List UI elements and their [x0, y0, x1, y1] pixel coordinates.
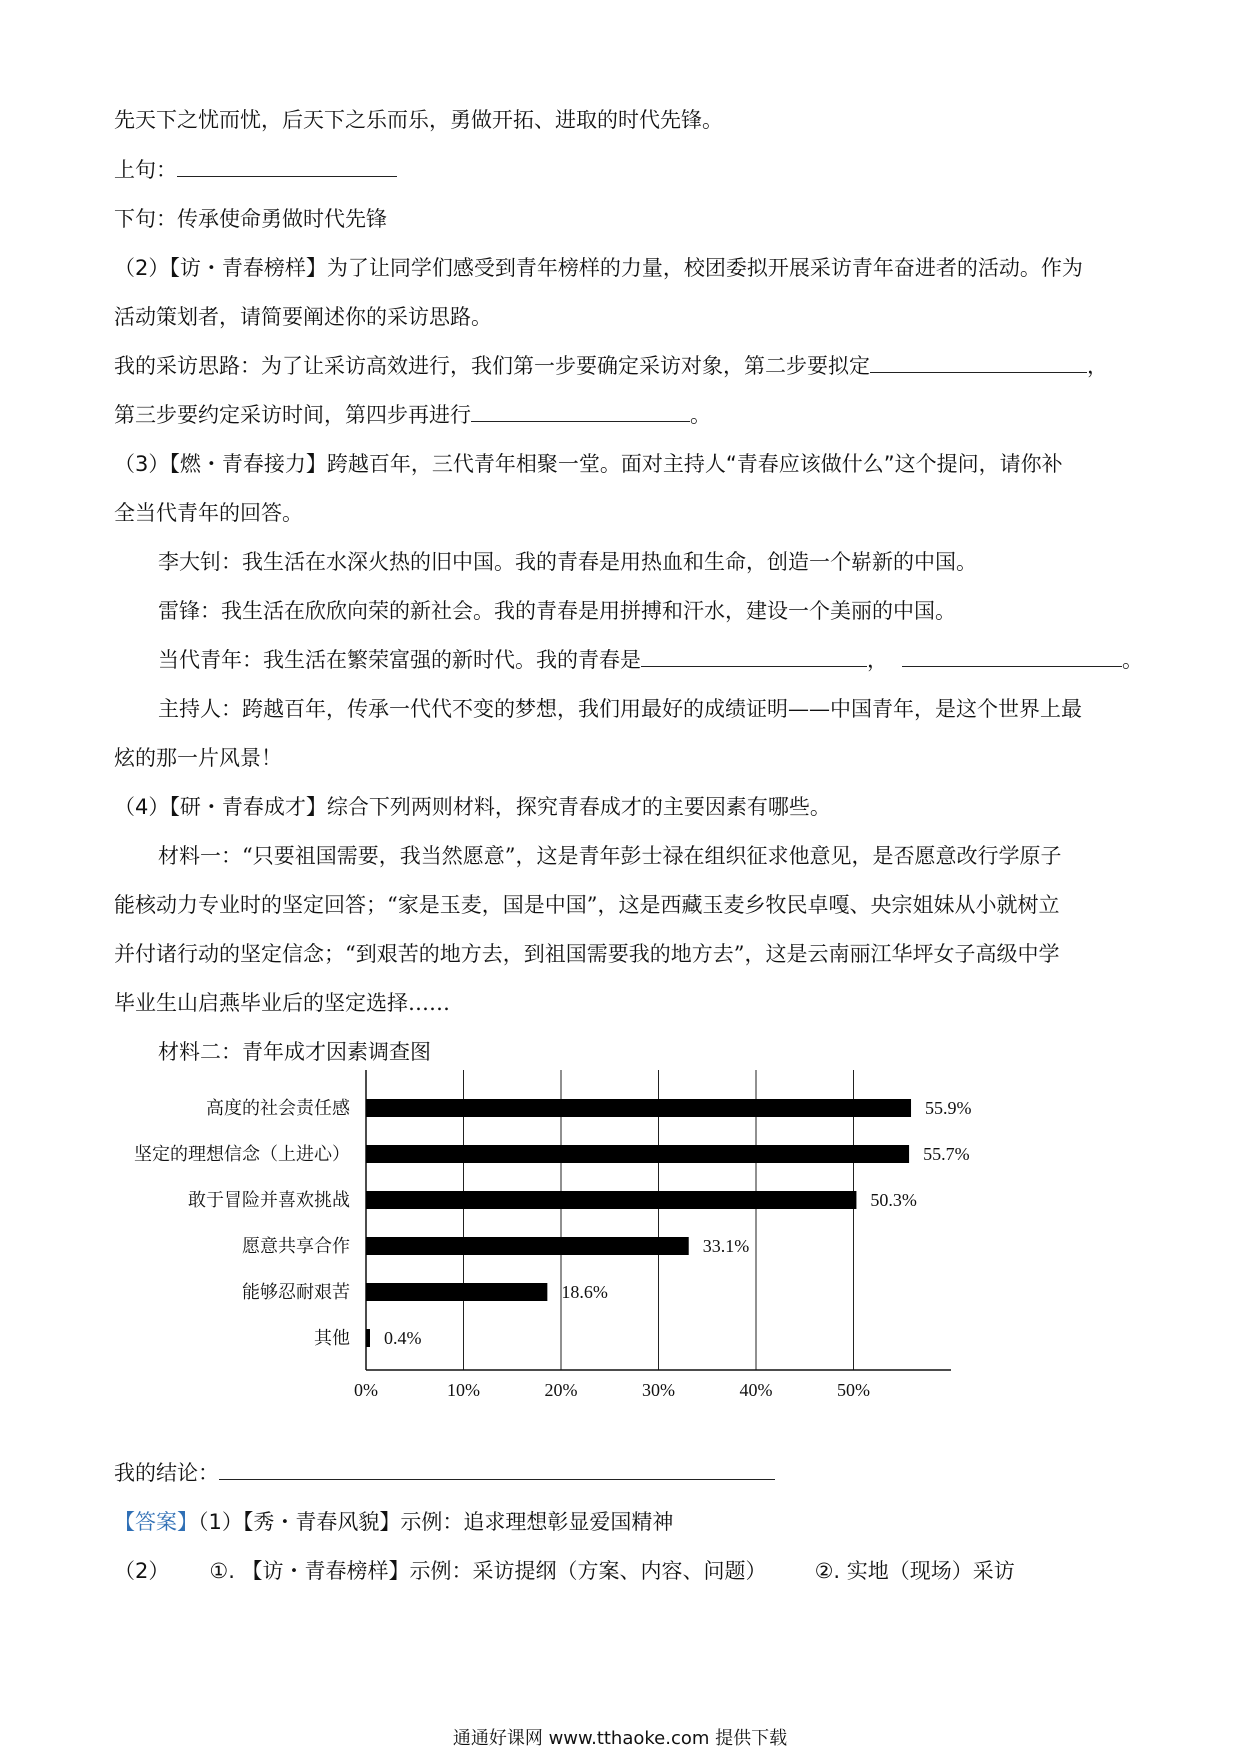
x-tick-label: 40% — [739, 1380, 773, 1400]
value-label: 0.4% — [384, 1328, 422, 1348]
value-label: 33.1% — [702, 1236, 750, 1256]
q2-line-b: 活动策划者，请简要阐述你的采访思路。 — [114, 305, 492, 329]
shangju-blank[interactable] — [177, 156, 397, 177]
q3-host-1: 主持人：跨越百年，传承一代代不变的梦想，我们用最好的成绩证明——中国青年，是这个世界上最 — [158, 697, 1082, 721]
category-label: 坚定的理想信念（上进心） — [134, 1144, 350, 1165]
x-tick-label: 50% — [837, 1380, 870, 1400]
x-tick-label: 20% — [544, 1380, 578, 1400]
q4-line-a: （4）【研・青春成才】综合下列两则材料，探究青春成才的主要因素有哪些。 — [114, 795, 831, 819]
survey-bar-chart — [100, 1060, 1000, 1400]
q3-line-b: 全当代青年的回答。 — [114, 501, 303, 525]
value-label: 50.3% — [870, 1190, 917, 1210]
category-label: 愿意共享合作 — [242, 1236, 350, 1257]
q3-host-2: 炫的那一片风景！ — [114, 746, 282, 770]
material2-title: 材料二：青年成才因素调查图 — [158, 1040, 431, 1064]
q2-d-period: 。 — [690, 403, 711, 427]
material1-b: 能核动力专业时的坚定回答；“家是玉麦，国是中国”，这是西藏玉麦乡牧民卓嘎、央宗姐妹从小就树立 — [114, 893, 1060, 917]
shangju-line — [114, 156, 397, 184]
category-label: 其他 — [314, 1328, 350, 1349]
answer-2-num: （2） — [114, 1559, 170, 1583]
q3-dd-period: 。 — [1122, 648, 1143, 672]
text-line-1: 先天下之忧而忧，后天下之乐而乐，勇做开拓、进取的时代先锋。 — [114, 108, 723, 132]
bar — [366, 1191, 856, 1209]
bar — [366, 1329, 370, 1347]
q3-line-a: （3）【燃・青春接力】跨越百年，三代青年相聚一堂。面对主持人“青春应该做什么”这个提问，请你补 — [114, 452, 1063, 476]
category-label: 敢于冒险并喜欢挑战 — [188, 1190, 350, 1211]
q2-line-d — [114, 401, 711, 429]
bar — [366, 1237, 689, 1255]
x-tick-label: 0% — [354, 1380, 378, 1400]
q3-dd-text: 当代青年：我生活在繁荣富强的新时代。我的青春是 — [158, 648, 641, 672]
answer-line-2 — [114, 1557, 1015, 1585]
page-footer: 通通好课网 www.tthaoke.com 提供下载 — [452, 1728, 788, 1749]
value-label: 55.9% — [925, 1098, 972, 1118]
shangju-label: 上句： — [114, 158, 177, 182]
q3-dd-comma: ， — [867, 648, 888, 672]
q3-blank-2[interactable] — [902, 646, 1122, 667]
answer-tag: 【答案】 — [114, 1510, 198, 1534]
material1-d: 毕业生山启燕毕业后的坚定选择…… — [114, 991, 450, 1015]
category-label: 能够忍耐艰苦 — [242, 1282, 350, 1303]
value-label: 18.6% — [561, 1282, 608, 1302]
bar — [366, 1099, 911, 1117]
answer-line-1 — [114, 1508, 673, 1536]
q2-d-text: 第三步要约定采访时间，第四步再进行 — [114, 403, 471, 427]
q3-contemporary — [158, 646, 1143, 674]
q3-li-dazhao: 李大钊：我生活在水深火热的旧中国。我的青春是用热血和生命，创造一个崭新的中国。 — [158, 550, 977, 574]
answer-1-text: （1）【秀・青春风貌】示例：追求理想彰显爱国精神 — [198, 1510, 674, 1534]
conclusion-line — [114, 1459, 775, 1487]
x-tick-label: 30% — [642, 1380, 675, 1400]
q3-lei-feng: 雷锋：我生活在欣欣向荣的新社会。我的青春是用拼搏和汗水，建设一个美丽的中国。 — [158, 599, 956, 623]
value-label: 55.7% — [923, 1144, 970, 1164]
answer-2-part1: ①. 【访・青春榜样】示例：采访提纲（方案、内容、问题） — [209, 1559, 767, 1583]
q2-c-text: 我的采访思路：为了让采访高效进行，我们第一步要确定采访对象，第二步要拟定 — [114, 354, 870, 378]
conclusion-blank[interactable] — [219, 1459, 775, 1480]
x-tick-label: 10% — [447, 1380, 480, 1400]
bar — [366, 1145, 909, 1163]
q2-blank-interview[interactable] — [471, 401, 690, 422]
category-label: 高度的社会责任感 — [206, 1098, 350, 1119]
q3-blank-1[interactable] — [641, 646, 867, 667]
material1-c: 并付诸行动的坚定信念；“到艰苦的地方去，到祖国需要我的地方去”，这是云南丽江华坪女子高级中学 — [114, 942, 1060, 966]
bar — [366, 1283, 547, 1301]
xiaju-line: 下句：传承使命勇做时代先锋 — [114, 207, 387, 231]
q2-line-a: （2）【访・青春榜样】为了让同学们感受到青年榜样的力量，校团委拟开展采访青年奋进者的活动。作为 — [114, 256, 1083, 280]
q2-blank-outline[interactable] — [870, 352, 1087, 373]
material1-a: 材料一：“只要祖国需要，我当然愿意”，这是青年彭士禄在组织征求他意见，是否愿意改行学原子 — [158, 844, 1062, 868]
q2-line-c — [114, 352, 1108, 380]
conclusion-label: 我的结论： — [114, 1461, 219, 1485]
q2-c-comma: ， — [1087, 354, 1108, 378]
answer-2-part2: ②. 实地（现场）采访 — [814, 1559, 1015, 1583]
